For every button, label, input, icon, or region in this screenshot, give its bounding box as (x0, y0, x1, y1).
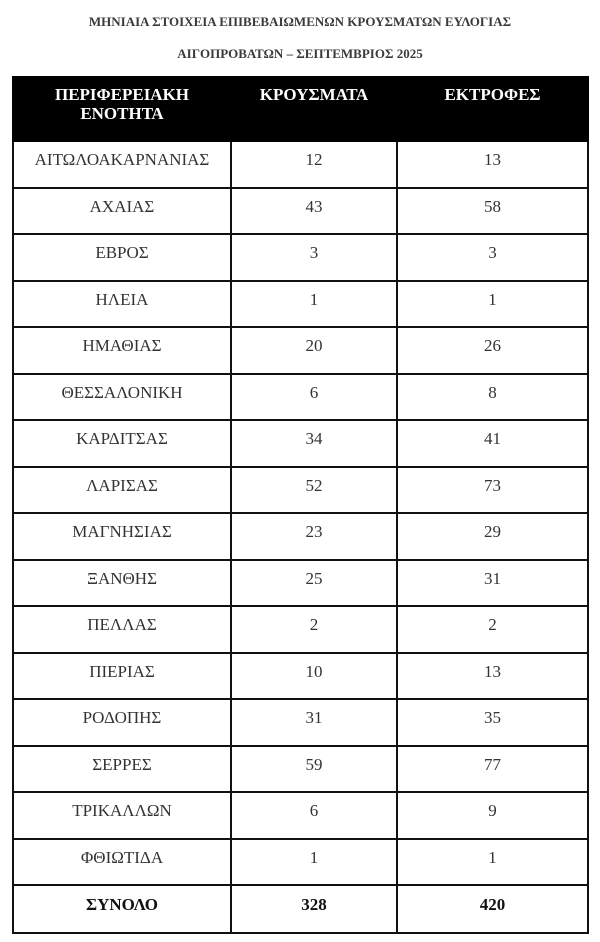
cell-cases: 23 (231, 513, 397, 560)
cell-regional-unit: ΛΑΡΙΣΑΣ (13, 467, 231, 514)
cell-farms: 29 (397, 513, 588, 560)
cell-cases: 2 (231, 606, 397, 653)
document-title-line-1: ΜΗΝΙΑΙΑ ΣΤΟΙΧΕΙΑ ΕΠΙΒΕΒΑΙΩΜΕΝΩΝ ΚΡΟΥΣΜΑΤΩΝ ΕΥΛΟΓΙΑΣ (88, 14, 512, 29)
cases-table (12, 76, 589, 934)
cell-farms: 2 (397, 606, 588, 653)
cell-cases: 10 (231, 653, 397, 700)
table-row (13, 653, 588, 700)
cell-regional-unit: ΣΕΡΡΕΣ (13, 746, 231, 793)
cell-farms: 1 (397, 281, 588, 328)
table-row (13, 141, 588, 188)
cell-farms: 31 (397, 560, 588, 607)
cell-regional-unit: ΦΘΙΩΤΙΔΑ (13, 839, 231, 886)
cell-cases: 1 (231, 281, 397, 328)
cell-regional-unit: ΑΧΑΙΑΣ (13, 188, 231, 235)
cell-farms: 13 (397, 141, 588, 188)
total-cases: 328 (231, 885, 397, 933)
cell-farms: 35 (397, 699, 588, 746)
cell-cases: 12 (231, 141, 397, 188)
document-title-line-2: ΑΙΓΟΠΡΟΒΑΤΩΝ – ΣΕΠΤΕΜΒΡΙΟΣ 2025 (177, 46, 423, 61)
cell-regional-unit: ΠΙΕΡΙΑΣ (13, 653, 231, 700)
cell-farms: 1 (397, 839, 588, 886)
table-row (13, 188, 588, 235)
header-farms: ΕΚΤΡΟΦΕΣ (397, 77, 588, 141)
cell-farms: 58 (397, 188, 588, 235)
cell-farms: 41 (397, 420, 588, 467)
cell-cases: 20 (231, 327, 397, 374)
cell-cases: 59 (231, 746, 397, 793)
cell-farms: 3 (397, 234, 588, 281)
table-row (13, 374, 588, 421)
table-row (13, 513, 588, 560)
cell-regional-unit: ΞΑΝΘΗΣ (13, 560, 231, 607)
cell-cases: 25 (231, 560, 397, 607)
total-row (13, 885, 588, 933)
table-row (13, 746, 588, 793)
table-row (13, 467, 588, 514)
cell-regional-unit: ΜΑΓΝΗΣΙΑΣ (13, 513, 231, 560)
cell-regional-unit: ΗΛΕΙΑ (13, 281, 231, 328)
table-row (13, 792, 588, 839)
cell-farms: 73 (397, 467, 588, 514)
cell-regional-unit: ΗΜΑΘΙΑΣ (13, 327, 231, 374)
cell-regional-unit: ΘΕΣΣΑΛΟΝΙΚΗ (13, 374, 231, 421)
cell-farms: 77 (397, 746, 588, 793)
table-row (13, 606, 588, 653)
cell-regional-unit: ΡΟΔΟΠΗΣ (13, 699, 231, 746)
table-row (13, 420, 588, 467)
cell-cases: 3 (231, 234, 397, 281)
table-row (13, 327, 588, 374)
cell-regional-unit: ΚΑΡΔΙΤΣΑΣ (13, 420, 231, 467)
cell-cases: 34 (231, 420, 397, 467)
cell-regional-unit: ΤΡΙΚΑΛΛΩΝ (13, 792, 231, 839)
header-regional-unit: ΠΕΡΙΦΕΡΕΙΑΚΗ ΕΝΟΤΗΤΑ (13, 77, 231, 141)
total-farms: 420 (397, 885, 588, 933)
cell-cases: 6 (231, 374, 397, 421)
cell-cases: 1 (231, 839, 397, 886)
cell-farms: 13 (397, 653, 588, 700)
table-row (13, 234, 588, 281)
cell-regional-unit: ΕΒΡΟΣ (13, 234, 231, 281)
cell-farms: 26 (397, 327, 588, 374)
table-header-row (13, 77, 588, 141)
table-row (13, 281, 588, 328)
cell-regional-unit: ΑΙΤΩΛΟΑΚΑΡΝΑΝΙΑΣ (13, 141, 231, 188)
cell-regional-unit: ΠΕΛΛΑΣ (13, 606, 231, 653)
cell-cases: 52 (231, 467, 397, 514)
header-cases: ΚΡΟΥΣΜΑΤΑ (231, 77, 397, 141)
cell-cases: 43 (231, 188, 397, 235)
table-row (13, 699, 588, 746)
cell-farms: 9 (397, 792, 588, 839)
total-label: ΣΥΝΟΛΟ (13, 885, 231, 933)
cell-cases: 31 (231, 699, 397, 746)
table-row (13, 839, 588, 886)
cell-farms: 8 (397, 374, 588, 421)
table-row (13, 560, 588, 607)
cell-cases: 6 (231, 792, 397, 839)
